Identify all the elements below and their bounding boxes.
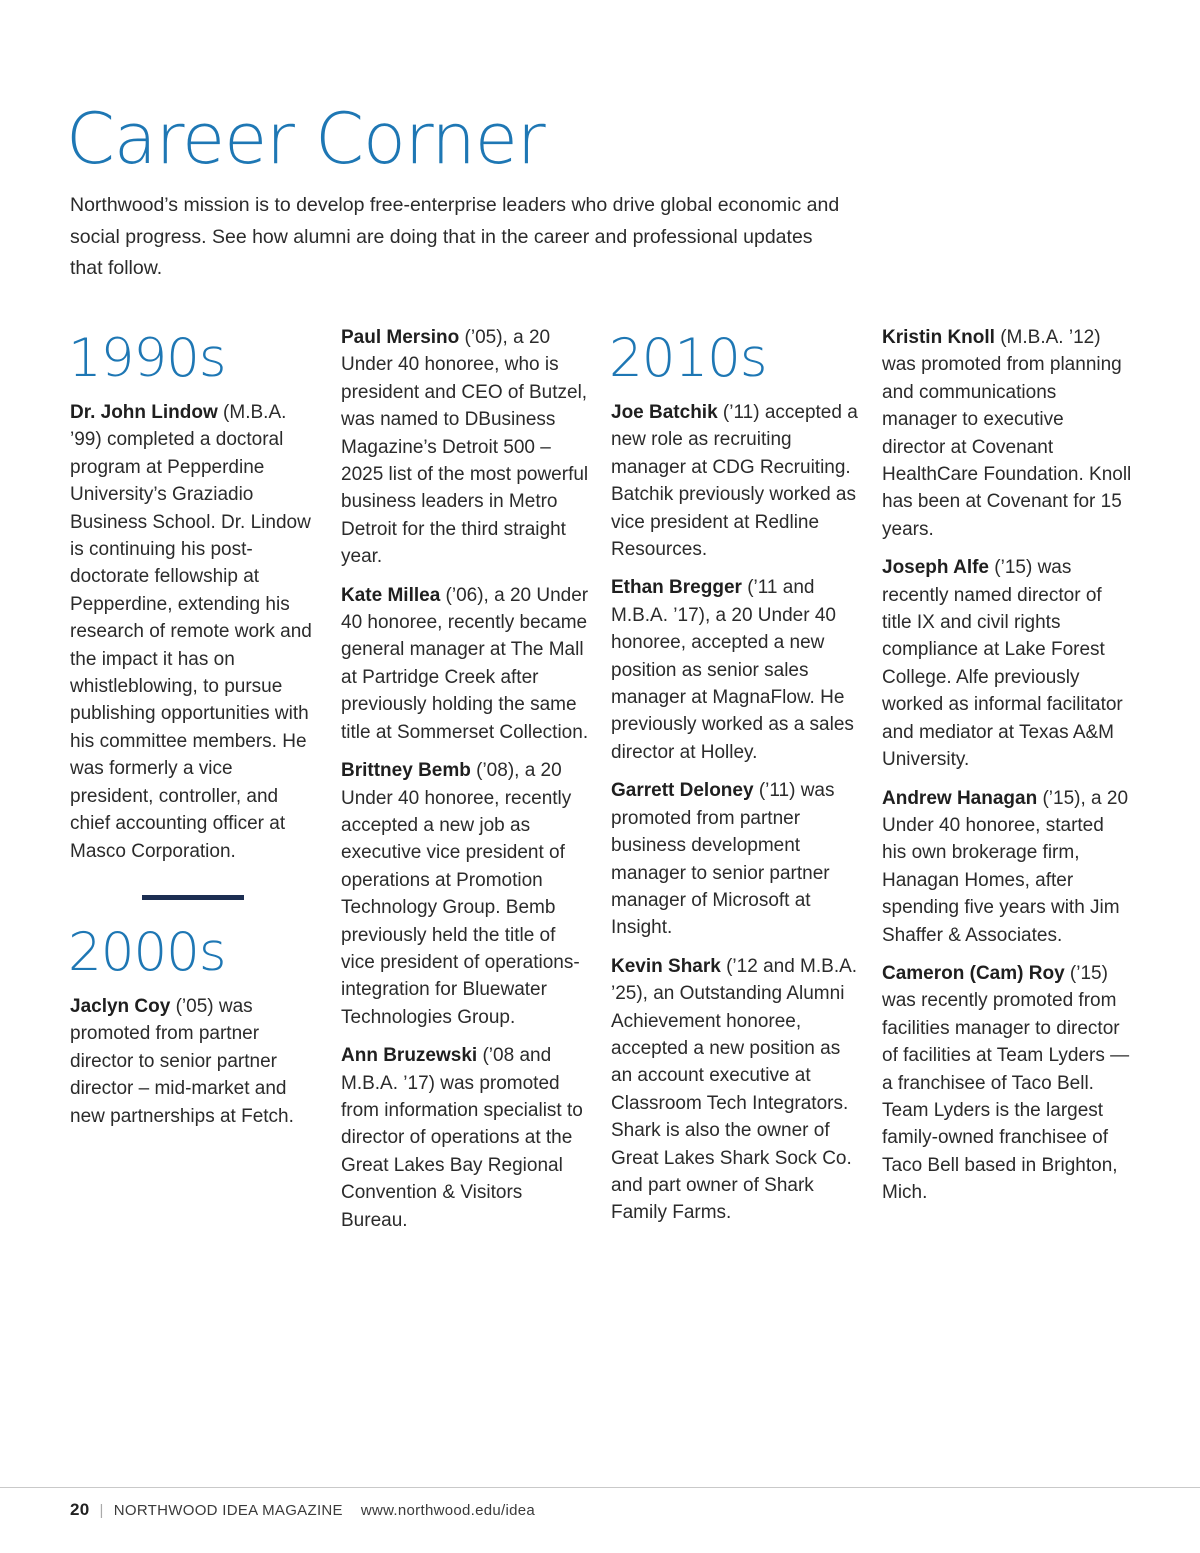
alumni-update: (’11 and M.B.A. ’17), a 20 Under 40 honoree, accepted a new position as senior sales manager at MagnaFlow. He previously worked as a sales director at Holley. bbox=[611, 577, 854, 763]
alumni-update: (’05) was promoted from partner director to senior partner director – mid-market and new partnerships at Fetch. bbox=[70, 995, 294, 1127]
alumni-update: (’15) was recently promoted from facilities manager to director of facilities at Team Lyders — a franchisee of Taco Bell. Team Lyders is the largest family-owned franchisee of Taco Bell based in Brighton, Mich. bbox=[882, 962, 1130, 1204]
footer-rule bbox=[0, 1487, 1200, 1488]
alumni-name: Kevin Shark bbox=[611, 955, 721, 977]
section-divider bbox=[142, 895, 244, 900]
alumni-name: Jaclyn Coy bbox=[70, 995, 171, 1017]
alumni-entry bbox=[611, 953, 861, 1227]
alumni-name: Joe Batchik bbox=[611, 402, 718, 423]
alumni-entry bbox=[611, 574, 861, 766]
intro-paragraph: Northwood’s mission is to develop free-enterprise leaders who drive global economic and social progress. See how alumni are doing that in the career and professional updates that follow. bbox=[70, 194, 840, 279]
alumni-entry bbox=[611, 399, 861, 563]
alumni-update: (M.B.A. ’12) was promoted from planning and communications manager to executive director at Covenant HealthCare Foundation. Knoll has been at Covenant for 15 years. bbox=[882, 327, 1132, 540]
alumni-entry bbox=[341, 582, 591, 746]
alumni-update: (’15), a 20 Under 40 honoree, started his own brokerage firm, Hanagan Homes, after spending five years with Jim Shaffer & Associates. bbox=[882, 787, 1129, 946]
alumni-name: Garrett Deloney bbox=[611, 780, 754, 802]
alumni-entry bbox=[882, 785, 1132, 949]
alumni-entry bbox=[70, 993, 318, 1130]
alumni-update: (M.B.A. ’99) completed a doctoral program at Pepperdine University’s Graziadio Business School. Dr. Lindow is continuing his post-doctorate fellowship at Pepperdine, extending his research of remote work and the impact it has on whistleblowing, to pursue publishing opportunities with his committee members. He was formerly a vice president, controller, and chief accounting officer at Masco Corporation. bbox=[70, 402, 312, 862]
alumni-entry bbox=[611, 777, 861, 941]
footer-separator: | bbox=[99, 1502, 104, 1519]
decade-heading-2010s: 2010s bbox=[609, 328, 767, 389]
alumni-update: (’08), a 20 Under 40 honoree, recently accepted a new job as executive vice president of operations at Promotion Technology Group. Bemb previously held the title of vice president of operations-integration for Bluewater Technologies Group. bbox=[341, 760, 580, 1028]
decade-heading-2000s: 2000s bbox=[68, 921, 226, 983]
alumni-name: Joseph Alfe bbox=[882, 557, 989, 579]
alumni-entry bbox=[882, 324, 1132, 543]
alumni-update: (’06), a 20 Under 40 honoree, recently became general manager at The Mall at Partridge Creek after previously holding the same title at Sommerset Collection. bbox=[341, 584, 589, 743]
page-footer bbox=[70, 1500, 535, 1520]
column-1 bbox=[70, 324, 318, 1141]
page-title: Career Corner bbox=[66, 98, 545, 180]
alumni-update: (’05), a 20 Under 40 honoree, who is president and CEO of Butzel, was named to DBusiness Magazine’s Detroit 500 – 2025 list of the most powerful business leaders in Metro Detroit for the third straight year. bbox=[341, 327, 589, 568]
alumni-name: Cameron (Cam) Roy bbox=[882, 962, 1065, 984]
alumni-update: (’15) was recently named director of title IX and civil rights compliance at Lake Forest College. Alfe previously worked as informal facilitator and mediator at Texas A&M University. bbox=[882, 557, 1123, 771]
alumni-update: (’11) was promoted from partner business development manager to senior partner manager of Microsoft at Insight. bbox=[611, 780, 835, 939]
alumni-update: (’12 and M.B.A. ’25), an Outstanding Alumni Achievement honoree, accepted a new position as an account executive at Classroom Tech Integrators. Shark is also the owner of Great Lakes Shark Sock Co. and part owner of Shark Family Farms. bbox=[611, 955, 858, 1224]
alumni-update: (’08 and M.B.A. ’17) was promoted from information specialist to director of operations at the Great Lakes Bay Regional Convention & Visitors Bureau. bbox=[341, 1045, 583, 1231]
magazine-name: NORTHWOOD IDEA MAGAZINE bbox=[113, 1502, 343, 1519]
alumni-name: Kristin Knoll bbox=[882, 327, 995, 348]
column-2 bbox=[341, 324, 591, 1245]
footer-url-link[interactable]: www.northwood.edu/idea bbox=[360, 1502, 536, 1519]
column-3 bbox=[611, 324, 861, 1238]
page-number: 20 bbox=[70, 1500, 90, 1519]
decade-heading-1990s: 1990s bbox=[68, 328, 226, 389]
alumni-entry bbox=[341, 1042, 591, 1234]
alumni-entry bbox=[70, 399, 318, 865]
alumni-entry bbox=[341, 324, 591, 571]
alumni-name: Paul Mersino bbox=[341, 327, 460, 348]
alumni-name: Dr. John Lindow bbox=[70, 402, 218, 423]
alumni-name: Brittney Bemb bbox=[341, 760, 471, 782]
alumni-entry bbox=[882, 554, 1132, 773]
alumni-name: Ethan Bregger bbox=[611, 577, 742, 599]
alumni-entry bbox=[882, 960, 1132, 1207]
column-4 bbox=[882, 324, 1132, 1218]
alumni-update: (’11) accepted a new role as recruiting manager at CDG Recruiting. Batchik previously worked as vice president at Redline Resources. bbox=[611, 402, 858, 561]
alumni-name: Kate Millea bbox=[341, 584, 441, 606]
alumni-name: Ann Bruzewski bbox=[341, 1045, 478, 1067]
alumni-name: Andrew Hanagan bbox=[882, 787, 1038, 809]
alumni-entry bbox=[341, 757, 591, 1031]
